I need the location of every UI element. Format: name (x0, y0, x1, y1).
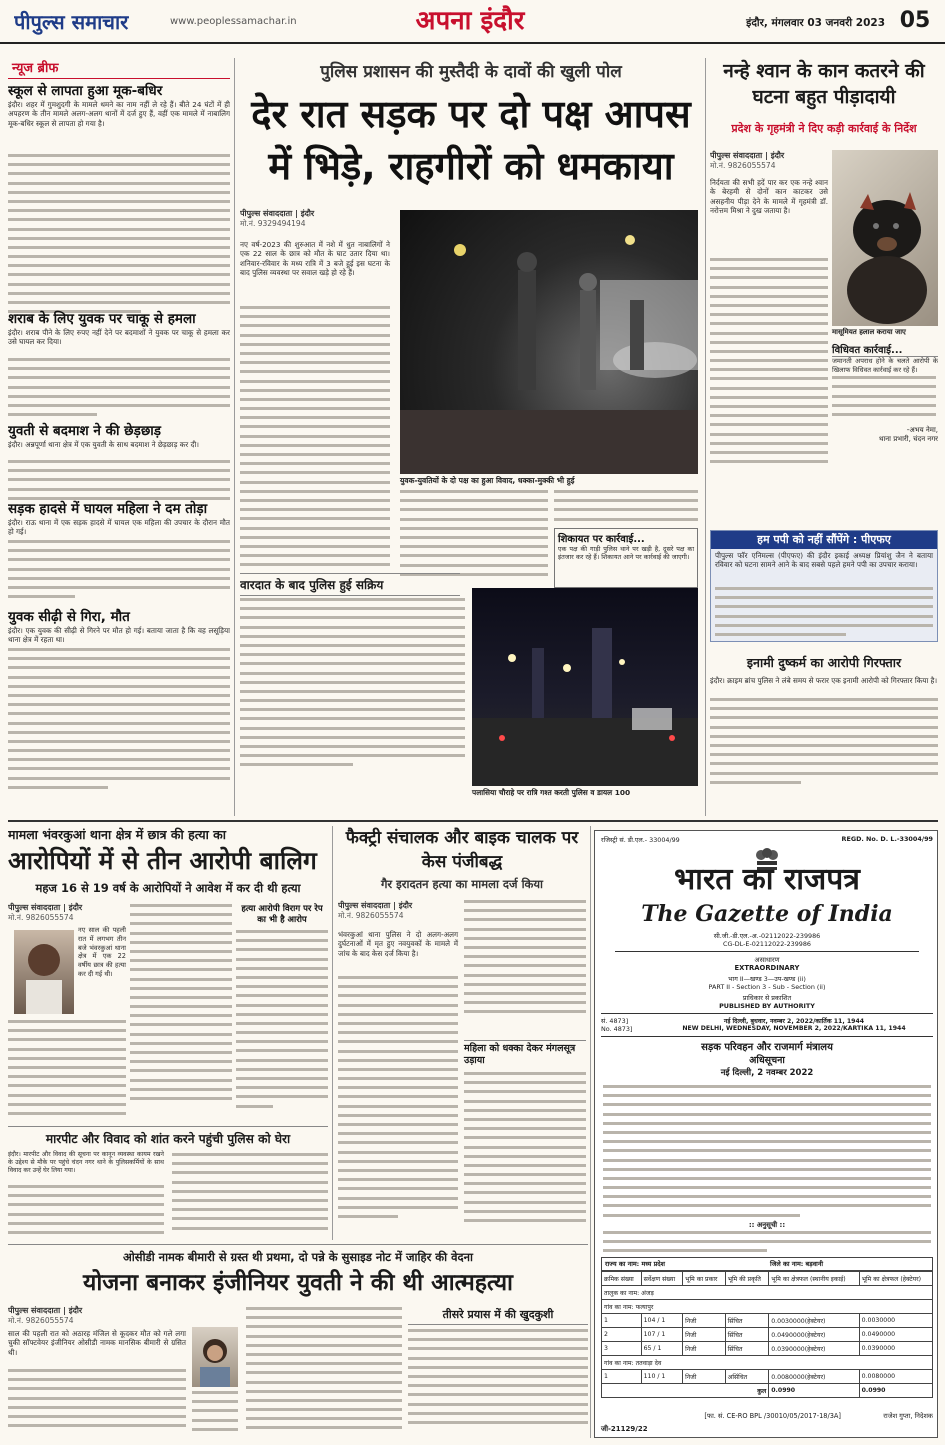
paper-name: पीपुल्स समाचार (14, 10, 129, 34)
murder-kicker: मामला भंवरकुआं थाना क्षेत्र में छात्र की हत्या का (8, 827, 227, 842)
section-title: अपना इंदौर (415, 6, 525, 36)
suicide-story (8, 1244, 588, 1440)
dog-lead: निर्दयता की सभी हदें पार कर एक नन्हे श्वान के बेरहमी से दोनों कान काटकर उसे असहनीय पीड़ा देने के मामले में गृहमंत्री डॉ. नरोत्तम मिश्रा ने दुख जताया है। (710, 178, 828, 216)
factory-story (338, 826, 586, 1240)
murder-story (8, 826, 328, 1126)
dog-photo (832, 150, 938, 326)
table-row (602, 1328, 933, 1342)
action-box-heading: विधिवत कार्रवाई... (832, 342, 938, 357)
lead-byline-block: पीपुल्स संवाददाता | इंदौर मो.नं. 9329494194 (240, 208, 392, 229)
dog-byline-block: पीपुल्स संवाददाता | इंदौर मो.नं. 9826055574 (710, 150, 830, 171)
police-active-heading: वारदात के बाद पुलिस हुई सक्रिय (240, 573, 460, 596)
brief-lead: इंदौर। राऊ थाना में एक सड़क हादसे में घायल एक महिला की उपचार के दौरान मौत हो गई। (8, 518, 230, 537)
suicide-lead: साल की पहली रात को अठारह मंजिल से कूदकर मौत को गले लगा चुकी सॉफ्टवेयर इंजीनियर ओसीडी नामक मानसिक बीमारी से ग्रसित थी। (8, 1329, 186, 1357)
lead-kicker: पुलिस प्रशासन की मुस्तैदी के दावों की खुली पोल (320, 62, 622, 82)
news-brief-label: न्यूज ब्रीफ (12, 61, 59, 76)
dispute-story (8, 1126, 328, 1240)
table-cell: सिंचित (725, 1328, 769, 1342)
paper-logo (14, 6, 164, 38)
murder-headline: आरोपियों में से तीन आरोपी बालिग (8, 846, 317, 875)
table-cell: 3 (602, 1342, 642, 1356)
table-row (602, 1370, 933, 1384)
dispute-lead: इंदौर। मारपीट और विवाद की सूचना पर कानून व्यवस्था कायम रखने के उद्देश्य से मौके पर पहुंचे चंदन नगर थाने के पुलिसकर्मियों के साथ विवाद कर उन्हें घेर लिया गया। (8, 1151, 164, 1174)
dog-subhead: प्रदेश के गृहमंत्री ने दिए कड़ी कार्रवाई के निर्देश (731, 122, 917, 135)
action-box-role: थाना प्रभारी, चंदन नगर (878, 435, 938, 444)
brief-headline: युवक सीढ़ी से गिरा, मौत (8, 608, 230, 626)
reward-text: इंदौर। क्राइम ब्रांच पुलिस ने लंबे समय से फरार एक इनामी आरोपी को गिरफ्तार किया है। (710, 676, 938, 685)
puppy-icon (832, 150, 938, 326)
byline-city: इंदौर (300, 209, 315, 218)
brief-lead: इंदौर। शराब पीने के लिए रुपए नहीं देने पर बदमाशों ने युवक पर चाकू से हमला कर उसे घायल कर दिया। (8, 328, 230, 347)
pfa-box (710, 530, 938, 642)
byline-mobile: मो.नं. 9826055574 (710, 161, 776, 170)
masthead (0, 0, 945, 44)
brief-item (8, 82, 230, 128)
byline-mobile: मो.नं. 9329494194 (240, 219, 306, 228)
table-header: भूमि का क्षेत्रफल (स्थानीय इकाई) (769, 1272, 859, 1286)
gazette-notice (594, 830, 938, 1438)
gazette-code-english: CG-DL-E-02112022-239986 (723, 940, 811, 948)
total-value-hectare: 0.0990 (859, 1384, 932, 1398)
brief-headline: सड़क हादसे में घायल महिला ने दम तोड़ा (8, 500, 230, 518)
byline-mobile: मो.नं. 9826055574 (8, 1316, 74, 1325)
lead-story (240, 58, 702, 816)
suicide-headline: योजना बनाकर इंजीनियर युवती ने की थी आत्महत्या (83, 1270, 513, 1296)
byline-city: इंदौर (68, 1306, 83, 1315)
gazette-authority-english: PUBLISHED BY AUTHORITY (719, 1002, 815, 1010)
table-cell: 1 (602, 1370, 642, 1384)
page-number: 05 (899, 8, 931, 33)
table-cell: निजी (683, 1328, 726, 1342)
table-cell: असिंचित (725, 1370, 769, 1384)
table-cell: निजी (683, 1314, 726, 1328)
table-cell: 1 (602, 1314, 642, 1328)
table-cell: 0.0490000 (859, 1328, 932, 1342)
table-cell: निजी (683, 1342, 726, 1356)
land-table (601, 1271, 933, 1398)
gazette-code-footer: जी-21129/22 (601, 1425, 648, 1433)
gazette-number-hindi: सं. 4873] (601, 1017, 629, 1025)
chain-snatch-heading: महिला को धक्का देकर मंगलसूत्र उड़ाया (464, 1040, 586, 1067)
victim-photo (192, 1327, 238, 1387)
byline-city: इंदौर (68, 903, 83, 912)
tehsil-label: तालुक का नाम: अंजड़ (602, 1286, 933, 1300)
factory-byline-block: पीपुल्स संवाददाता | इंदौर मो.नं. 9826055574 (338, 900, 460, 921)
gazette-reg-english: REGD. No. D. L.-33004/99 (841, 835, 933, 843)
table-header: क्रमिक संख्या (602, 1272, 642, 1286)
table-cell: 104 / 1 (641, 1314, 683, 1328)
byline-city: इंदौर (398, 901, 413, 910)
village-label: गांव का नाम: ततवाड़ा देव (602, 1356, 933, 1370)
village-label: गांव का नाम: फत्यापुर (602, 1300, 933, 1314)
gazette-title-hindi: भारत का राजपत्र (674, 862, 860, 897)
byline-mobile: मो.नं. 9826055574 (338, 911, 404, 920)
byline: पीपुल्स संवाददाता (240, 209, 293, 218)
byline-mobile: मो.नं. 9826055574 (8, 913, 74, 922)
gazette-notification-date: नई दिल्ली, 2 नवम्बर 2022 (720, 1068, 814, 1078)
lead-paragraph: नए वर्ष-2023 की शुरुआत में नशे में धुत नाबालिगों ने एक 22 साल के छात्र को मौत के घाट उतार दिया था। शनिवार-रविवार के मध्य रात्रि में 3 बजे हुई इस घटना के बाद पुलिस व्यवस्था पर सवाल खड़े हो रहे हैं। (240, 240, 390, 278)
people-silhouette-icon (400, 210, 698, 474)
table-total-row (602, 1384, 933, 1398)
gazette-state: राज्य का नाम: मध्य प्रदेश (605, 1260, 665, 1268)
suicide-kicker: ओसीडी नामक बीमारी से ग्रस्त थी प्रथमा, दो पन्ने के सुसाइड नोट में जाहिर की वेदना (123, 1250, 473, 1264)
complaint-box (554, 528, 698, 588)
table-cell: 0.0390000(हेक्टेयर) (769, 1342, 859, 1356)
brief-lead: इंदौर। शहर में गुमशुदगी के मामले थमने का नाम नहीं ले रहे हैं। बीते 24 घंटों में ही अपहरण के तीन मामले अलग-अलग थानों में दर्ज हुए हैं, वहीं एक मामले में नाबालिग मूक-बधिर स्कूल से लापता हो गया है। (8, 100, 230, 128)
gazette-authority-hindi: प्राधिकार से प्रकाशित (742, 994, 792, 1002)
gazette-extraordinary-english: EXTRAORDINARY (734, 964, 800, 972)
gazette-district: जिले का नाम: बड़वानी (770, 1260, 824, 1268)
dispute-headline: मारपीट और विवाद को शांत करने पहुंची पुलिस को घेरा (45, 1132, 291, 1146)
table-row (602, 1314, 933, 1328)
gazette-date-hindi: नई दिल्ली, बुधवार, नवम्बर 2, 2022/कार्तिक 11, 1944 (723, 1018, 865, 1025)
brief-lead: इंदौर। अन्नपूर्णा थाना क्षेत्र में एक युवती के साथ बदमाश ने छेड़छाड़ कर दी। (8, 440, 199, 449)
gazette-ministry: सड़क परिवहन और राजमार्ग मंत्रालय (701, 1042, 833, 1053)
news-brief-column (8, 58, 230, 816)
lead-photo-night-fight (400, 210, 698, 474)
table-cell: 107 / 1 (641, 1328, 683, 1342)
pfa-heading: हम पपी को नहीं सौंपेंगे : पीएफए (711, 531, 937, 549)
lead-headline: देर रात सड़क पर दो पक्ष आपस में भिड़े, राहगीरों को धमकाया (251, 92, 691, 188)
murder-lead: नए साल की पहली रात में लगभग तीन बजे भंवरकुआं थाना क्षेत्र में एक 22 वर्षीय छात्र की हत्या कर दी गई थी। (78, 926, 126, 978)
murder-subhead: महज 16 से 19 वर्ष के आरोपियों ने आवेश में कर दी थी हत्या (35, 881, 301, 895)
photo2-caption: पलासिया चौराहे पर रात्रि गश्त करती पुलिस व डायल 100 (472, 788, 631, 797)
gazette-code-hindi: सी.जी.-डी.एल.-अ.-02112022-239986 (713, 932, 821, 940)
table-cell: सिंचित (725, 1342, 769, 1356)
byline: पीपुल्स संवाददाता (8, 903, 61, 912)
action-box (832, 342, 938, 482)
gazette-table (601, 1257, 933, 1398)
right-story (710, 58, 938, 816)
total-value: 0.0990 (769, 1384, 859, 1398)
table-header-row (602, 1272, 933, 1286)
brief-item (8, 422, 230, 449)
brief-item (8, 608, 230, 645)
table-cell: 2 (602, 1328, 642, 1342)
brief-headline: युवती से बदमाश ने की छेड़छाड़ (8, 423, 162, 439)
suicide-byline-block: पीपुल्स संवाददाता | इंदौर मो.नं. 9826055574 (8, 1305, 238, 1326)
factory-subhead: गैर इरादतन हत्या का मामला दर्ज किया (380, 877, 544, 891)
third-attempt-heading: तीसरे प्रयास में की खुदकुशी (408, 1307, 588, 1325)
gazette-part-english: PART II - Section 3 - Sub - Section (ii) (708, 983, 826, 991)
byline: पीपुल्स संवाददाता (338, 901, 391, 910)
dateline: इंदौर, मंगलवार 03 जनवरी 2023 (746, 17, 885, 29)
byline-city: इंदौर (770, 151, 785, 160)
complaint-quote: एक पक्ष की गाड़ी पुलिस थाने पर खड़ी है, दूसरे पक्ष का इंतजार कर रहे हैं। शिकायत आने पर कार्रवाई की जाएगी। (558, 545, 694, 561)
brief-item (8, 500, 230, 537)
gazette-title-english: The Gazette of India (641, 901, 893, 927)
table-cell: निजी (683, 1370, 726, 1384)
gazette-number-english: No. 4873] (601, 1025, 633, 1033)
complaint-heading: शिकायत पर कार्रवाई... (558, 534, 645, 545)
rape-accused-heading: हत्या आरोपी विराग पर रेप का भी है आरोप (241, 904, 323, 925)
factory-headline: फैक्ट्री संचालक और बाइक चालक पर केस पंजीबद्ध (345, 828, 579, 872)
gazette-notification: अधिसूचना (749, 1055, 785, 1066)
dog-headline: नन्हे श्वान के कान कतरने की घटना बहुत पीड़ादायी (723, 60, 925, 108)
table-cell: 0.0080000(हेक्टेयर) (769, 1370, 859, 1384)
portrait-icon (192, 1327, 238, 1387)
table-row (602, 1342, 933, 1356)
dog-photo-caption: मासूमियत हलाल कराया जाए (832, 328, 906, 336)
brief-item (8, 310, 230, 347)
table-cell: 0.0030000(हेक्टेयर) (769, 1314, 859, 1328)
byline: पीपुल्स संवाददाता (710, 151, 763, 160)
pfa-text: पीपुल्स फॉर एनिमल्स (पीएफए) की इंदौर इकाई अध्यक्ष प्रियांशु जैन ने बताया रविवार को घटना सामने आने के बाद सबसे पहले हमने पपी का उपचार कराया। (715, 551, 933, 570)
table-header: भूमि का प्रकार (683, 1272, 726, 1286)
brief-headline: शराब के लिए युवक पर चाकू से हमला (8, 311, 196, 327)
factory-lead: भंवरकुआं थाना पुलिस ने दो अलग-अलग दुर्घटनाओं में मृत हुए नवयुवकों के मामले में जांच के बाद केस दर्ज किया है। (338, 930, 458, 958)
table-cell: 65 / 1 (641, 1342, 683, 1356)
table-header: सर्वेक्षण संख्या (641, 1272, 683, 1286)
accused-photo (14, 930, 74, 1014)
portrait-icon (14, 930, 74, 1014)
table-header: भूमि का क्षेत्रफल (हेक्टेयर) (859, 1272, 932, 1286)
murder-byline-block: पीपुल्स संवाददाता | इंदौर मो.नं. 9826055574 (8, 902, 108, 923)
table-cell: 0.0490000(हेक्टेयर) (769, 1328, 859, 1342)
table-cell: 0.0080000 (859, 1370, 932, 1384)
total-label: कुल (602, 1384, 769, 1398)
gazette-part-hindi: भाग II—खण्ड 3—उप-खण्ड (ii) (728, 975, 806, 983)
table-cell: सिंचित (725, 1314, 769, 1328)
table-header: भूमि की प्रकृति (725, 1272, 769, 1286)
gazette-schedule: :: अनुसूची :: (748, 1221, 786, 1229)
table-cell: 0.0030000 (859, 1314, 932, 1328)
photo1-caption: युवक-युवतियों के दो पक्ष का हुआ विवाद, धक्का-मुक्की भी हुई (400, 476, 575, 485)
byline: पीपुल्स संवाददाता (8, 1306, 61, 1315)
website: www.peoplessamachar.in (170, 16, 297, 27)
action-box-attribution: -अभय नेमा, (906, 426, 938, 435)
gazette-reg-hindi: रजिस्ट्री सं. डी.एल.- 33004/99 (601, 836, 680, 844)
gazette-extraordinary-hindi: असाधारण (754, 956, 780, 964)
table-cell: 0.0390000 (859, 1342, 932, 1356)
reward-headline: इनामी दुष्कर्म का आरोपी गिरफ्तार (746, 655, 902, 670)
gazette-date-english: NEW DELHI, WEDNESDAY, NOVEMBER 2, 2022/KARTIKA 11, 1944 (682, 1025, 906, 1032)
table-cell: 110 / 1 (641, 1370, 683, 1384)
street-lights-icon (472, 588, 698, 786)
gazette-signatory: राजेश गुप्ता, निदेशक (883, 1412, 933, 1420)
brief-lead: इंदौर। एक युवक की सीढ़ी से गिरने पर मौत हो गई। बताया जाता है कि वह लसूड़िया थाना क्षेत्र में रहता था। (8, 626, 230, 645)
action-box-text: जमानती अपराध होने के चलते आरोपी के खिलाफ विधिवत कार्रवाई कर रहे हैं। (832, 357, 938, 374)
gazette-file-ref: [फा. सं. CE-RO BPL /30010/05/2017-18/3A] (704, 1412, 841, 1420)
lead-photo-night-patrol (472, 588, 698, 786)
brief-headline: स्कूल से लापता हुआ मूक-बधिर (8, 83, 163, 99)
